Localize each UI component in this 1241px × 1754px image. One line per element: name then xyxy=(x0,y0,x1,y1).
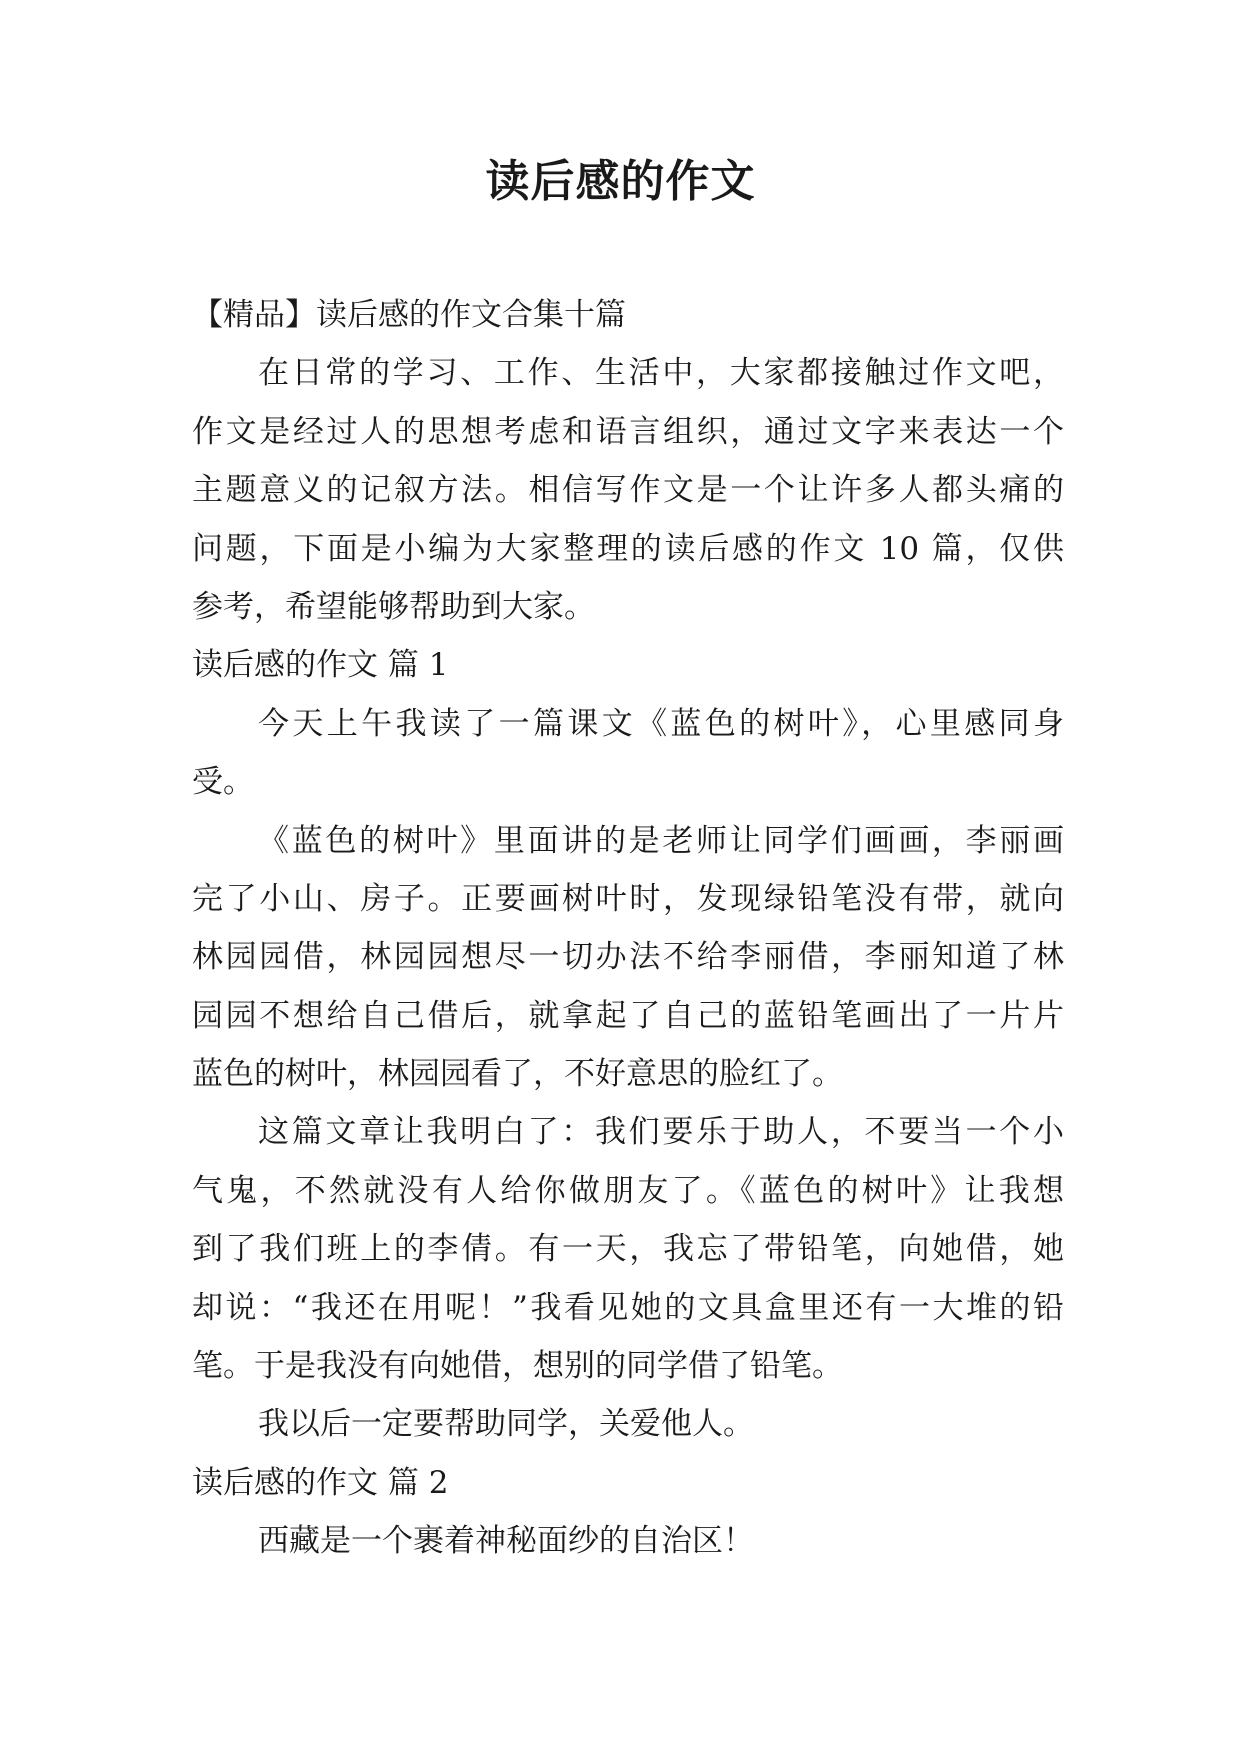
text-line: 作文是经过人的思想考虑和语言组织，通过文字来表达一个 xyxy=(192,413,1064,450)
text-line: 这篇文章让我明白了：我们要乐于助人，不要当一个小 xyxy=(258,1114,1064,1151)
text-line: 西藏是一个裹着神秘面纱的自治区！ xyxy=(258,1523,754,1560)
text-line: 园园不想给自己借后，就拿起了自己的蓝铅笔画出了一片片 xyxy=(192,997,1064,1034)
section-heading: 读后感的作文 篇 2 xyxy=(192,1464,449,1501)
text-line: 我以后一定要帮助同学，关爱他人。 xyxy=(258,1406,754,1443)
document-title: 读后感的作文 xyxy=(485,156,756,207)
text-line: 蓝色的树叶，林园园看了，不好意思的脸红了。 xyxy=(192,1056,843,1093)
text-line: 到了我们班上的李倩。有一天，我忘了带铅笔，向她借，她 xyxy=(192,1231,1064,1268)
text-line: 《蓝色的树叶》里面讲的是老师让同学们画画，李丽画 xyxy=(258,822,1064,859)
text-line: 林园园借，林园园想尽一切办法不给李丽借，李丽知道了林 xyxy=(192,939,1064,976)
text-line: 问题，下面是小编为大家整理的读后感的作文 10 篇，仅供 xyxy=(192,530,1064,567)
text-line: 参考，希望能够帮助到大家。 xyxy=(192,588,595,625)
document-body xyxy=(192,286,1064,1571)
text-line: 主题意义的记叙方法。相信写作文是一个让许多人都头痛的 xyxy=(192,472,1064,509)
section-heading: 读后感的作文 篇 1 xyxy=(192,647,449,684)
text-line: 笔。于是我没有向她借，想别的同学借了铅笔。 xyxy=(192,1348,843,1385)
text-line: 在日常的学习、工作、生活中，大家都接触过作文吧， xyxy=(258,355,1064,392)
text-line: 受。 xyxy=(192,764,254,801)
text-line: 【精品】读后感的作文合集十篇 xyxy=(192,297,626,333)
text-line: 气鬼，不然就没有人给你做朋友了。《蓝色的树叶》让我想 xyxy=(192,1172,1064,1209)
text-line: 却说：“我还在用呢！”我看见她的文具盒里还有一大堆的铅 xyxy=(192,1289,1064,1326)
text-line: 今天上午我读了一篇课文《蓝色的树叶》，心里感同身 xyxy=(258,705,1064,742)
text-line: 完了小山、房子。正要画树叶时，发现绿铅笔没有带，就向 xyxy=(192,880,1064,917)
